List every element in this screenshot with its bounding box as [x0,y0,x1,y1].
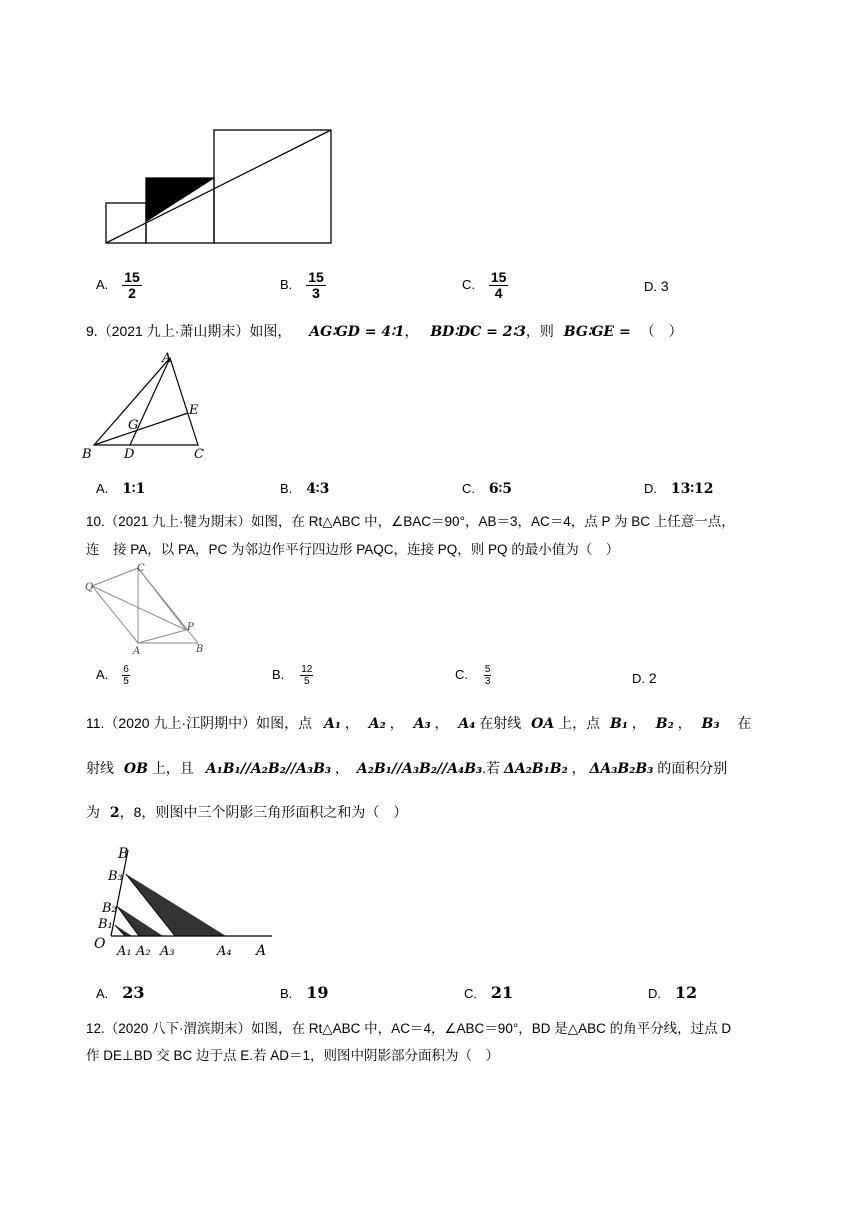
q8-option-c-fraction: $\frac{15}{4}$ [490,269,507,301]
q10-option-a[interactable]: A. $\frac{6}{5}$ [96,664,129,687]
q11-label-a4: A₄ [217,944,232,959]
q9-triangle-abc [94,358,198,445]
q9-label-a: A [162,351,172,366]
q8-option-b[interactable] [280,270,326,301]
q11-label-b1: B₁ [98,917,113,932]
q9-option-b[interactable]: B. 4∶3 [280,481,330,497]
q12-stem-line1: 12.（2020 八下·渭滨期末）如图，在 Rt△ABC 中，AC＝4，∠ABC＝90°，BD 是△ABC 的角平分线，过点 D [86,1021,732,1036]
q9-figure [82,350,212,465]
option-value: 21 [490,983,514,1002]
q10-option-d[interactable]: D. 2 [632,670,657,686]
q10-option-b-fraction: $\frac{12}{5}$ [301,664,313,687]
q10-option-c[interactable]: C. $\frac{5}{3}$ [455,664,491,687]
option-value: 2 [648,670,657,686]
q11-label-a3: A₃ [160,944,175,959]
q9-option-a[interactable]: A. 1∶1 [96,481,146,497]
q11-option-c[interactable]: C. 21 [464,983,514,1002]
option-label: C. [462,277,475,293]
option-value: 4∶3 [306,481,330,497]
q10-figure [82,560,212,658]
q8-option-a-fraction: $\frac{15}{2}$ [124,269,140,301]
q11-label-b2: B₂ [102,901,117,916]
q9-label-d: D [124,447,135,462]
option-value: 6∶5 [488,481,513,497]
q10-stem-line1: 10.（2021 九上·犍为期末）如图，在 Rt△ABC 中，∠BAC＝90°，AB＝3，AC＝4，点 P 为 BC 上任意一点， [86,514,735,529]
q8-option-b-fraction: $\frac{15}{3}$ [308,269,324,301]
q11-label-a2: A₂ [136,944,151,959]
q12-stem-line2: 作 DE⊥BD 交 BC 边于点 E.若 AD＝1，则图中阴影部分面积为（ ） [86,1048,500,1063]
q9-option-d[interactable]: D. 13∶12 [644,481,714,497]
q8-shaded-region [146,178,214,222]
q10-label-q: Q [85,582,94,593]
q10-option-c-fraction: $\frac{5}{3}$ [484,664,491,687]
q9-cond-bd-dc: BD∶DC = 2∶3 [430,324,526,340]
q9-label-b: B [82,447,92,462]
q10-parallelogram-paqc [92,568,186,643]
q11-stem-line1: 11.（2020 九上·江阴期中）如图，点 A₁ ， A₂ ， A₃ ， A₄ 在射线 OA 上，点 B₁ ， B₂ ， B₃ 在 [86,715,752,732]
q11-option-b[interactable]: B. 19 [280,983,329,1002]
q9-cond-ag-gd: AG∶GD = 4∶1 [309,324,405,340]
q9-label-g: G [128,418,139,433]
q11-figure [84,840,284,962]
option-value: 3 [660,278,669,294]
option-value: 12 [674,983,698,1002]
q11-option-a[interactable]: A. 23 [96,983,145,1002]
q10-stem-line2: 连 接 PA，以 PA，PC 为邻边作平行四边形 PAQC，连接 PQ，则 PQ 的最小值为（ ） [86,542,620,557]
q8-figure [100,124,340,248]
q10-label-c: C [137,563,145,574]
q11-label-o: O [94,936,106,952]
q11-option-d[interactable]: D. 12 [648,983,698,1002]
q10-label-a: A [133,646,141,657]
q10-label-b: B [196,644,204,655]
q8-large-square [214,130,331,243]
q11-label-a: A [256,943,267,959]
q8-option-c[interactable] [462,270,508,301]
q10-option-a-fraction: $\frac{6}{5}$ [123,664,129,687]
q11-label-b3: B₃ [108,869,123,884]
option-label: B. [280,277,293,293]
q10-option-b[interactable]: B. $\frac{12}{5}$ [272,664,313,687]
q9-label-c: C [194,447,204,462]
q9-stem: 9.（2021 九上·萧山期末）如图， AG∶GD = 4∶1， BD∶DC = 2∶3，则 BG∶GE = （ ） [86,323,683,340]
q8-option-d[interactable] [644,276,669,297]
q11-label-b: B [118,846,129,862]
q9-label-e: E [189,403,199,418]
option-value: 23 [122,983,145,1002]
option-value: 13∶12 [670,481,714,497]
q9-option-c[interactable]: C. 6∶5 [462,481,513,497]
q9-ask: BG∶GE = [563,324,631,340]
q11-label-a1: A₁ [117,944,132,959]
q10-label-p: P [187,622,194,633]
q11-stem-line2: 射线 OB 上，且 A₁B₁//A₂B₂//A₃B₃ ， A₂B₁//A₃B₂//A₄B₃.若 ΔA₂B₁B₂ ， ΔA₃B₂B₃ 的面积分别 [86,760,728,777]
option-label: A. [96,277,109,293]
q8-small-square [106,203,146,243]
q10-segment-pq [92,586,186,630]
q8-diagonal [106,130,331,243]
option-value: 1∶1 [122,481,146,497]
option-value: 19 [306,983,329,1002]
q11-ray-ob [111,850,128,936]
q8-option-a[interactable] [96,270,142,301]
q11-stem-line3: 为 2，8，则图中三个阴影三角形面积之和为（ ） [86,804,408,821]
option-label: D. [644,279,657,294]
